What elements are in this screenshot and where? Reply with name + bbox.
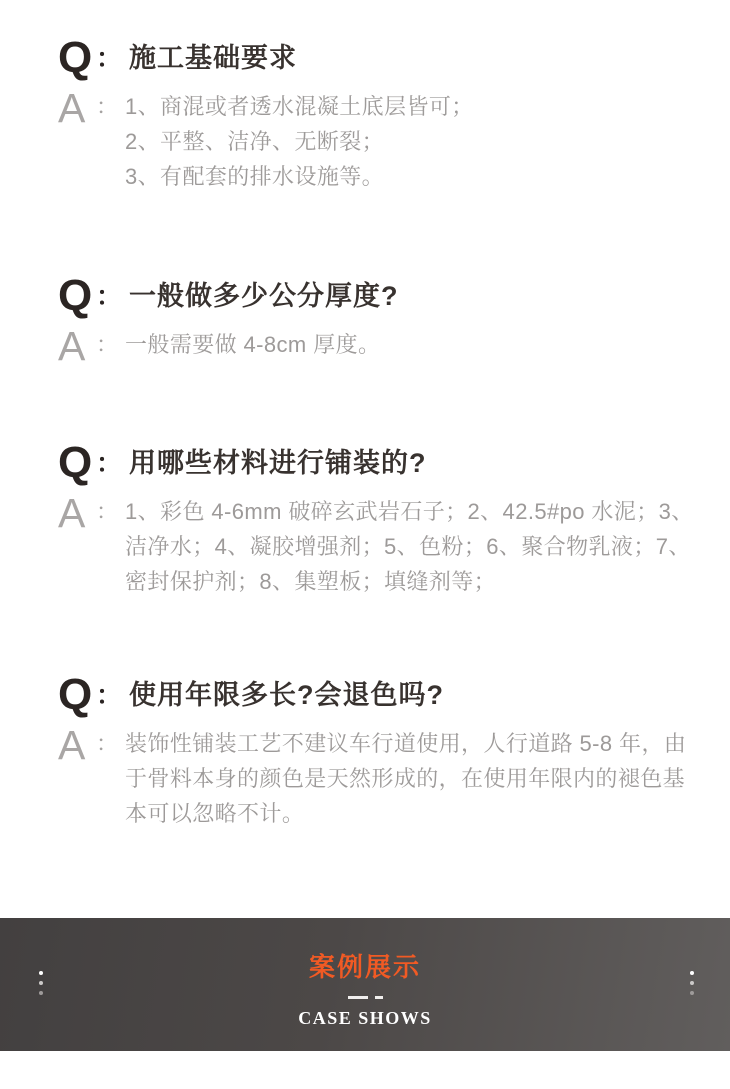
answer-line: 2、平整、洁净、无断裂； [125,129,385,154]
a-label: A [58,722,86,768]
answer-row [58,323,696,369]
qa-block-materials [58,438,696,599]
answer-text [118,726,686,831]
answer-text [118,327,380,362]
section-banner-case-shows [0,918,730,1051]
q-label: Q [58,670,93,719]
q-label: Q [58,438,93,487]
q-label: Q [58,271,93,320]
answer-line: 1、彩色 4-6mm 破碎玄武岩石子；2、42.5#po 水泥；3、 [125,499,694,524]
question-row [58,438,696,487]
answer-line: 3、有配套的排水设施等。 [125,164,385,189]
question-row [58,33,696,82]
dot [39,991,43,995]
banner-title-cn: 案例展示 [308,952,421,982]
answer-line: 1、商混或者透水混凝土底层皆可； [125,94,474,119]
answer-row [58,85,696,194]
answer-line: 密封保护剂；8、集塑板；填缝剂等； [125,569,497,594]
answer-line: 于骨料本身的颜色是天然形成的，在使用年限内的褪色基 [125,766,686,791]
q-colon: ： [96,281,123,311]
answer-line: 装饰性铺装工艺不建议车行道使用，人行道路 5-8 年，由 [125,731,687,756]
qa-block-lifespan [58,670,696,831]
a-label: A [58,85,86,131]
a-colon: ： [96,731,119,756]
question-text: 使用年限多长?会退色吗? [129,680,445,710]
answer-row [58,722,696,831]
question-text: 施工基础要求 [129,43,298,73]
banner-title-en: CASE SHOWS [298,1008,432,1028]
qa-block-construction-basis [58,33,696,194]
answer-text [118,494,694,599]
a-colon: ： [96,94,119,119]
a-label: A [58,323,86,369]
dot [690,991,694,995]
answer-line: 洁净水；4、凝胶增强剂；5、色粉；6、聚合物乳液；7、 [125,534,691,559]
dot [39,971,43,975]
dash-divider-icon [0,996,730,999]
q-colon: ： [96,680,123,710]
a-colon: ： [96,332,119,357]
answer-row [58,490,696,599]
dots-right-icon [690,971,694,995]
question-row [58,271,696,320]
q-label: Q [58,33,93,82]
dash-short [375,996,383,999]
question-text: 一般做多少公分厚度? [129,281,399,311]
question-text: 用哪些材料进行铺装的? [129,448,427,478]
q-colon: ： [96,448,123,478]
question-row [58,670,696,719]
answer-text [118,89,474,194]
dot [39,981,43,985]
dot [690,971,694,975]
answer-line: 本可以忽略不计。 [125,801,305,826]
banner-content [0,918,730,1029]
qa-block-thickness [58,271,696,369]
answer-line: 一般需要做 4-8cm 厚度。 [125,332,381,357]
dash-long [348,996,368,999]
dots-left-icon [39,971,43,995]
q-colon: ： [96,43,123,73]
dot [690,981,694,985]
a-colon: ： [96,499,119,524]
a-label: A [58,490,86,536]
